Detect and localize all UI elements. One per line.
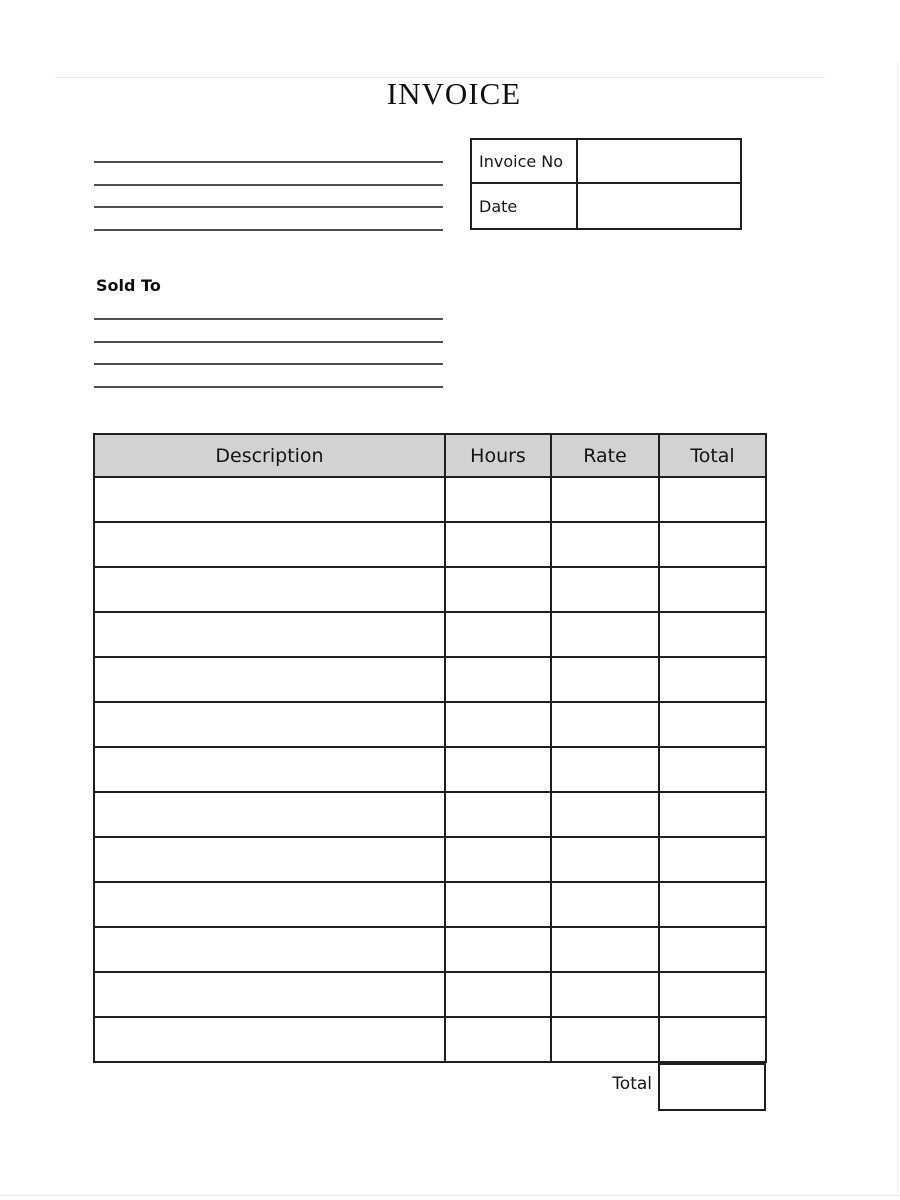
- line-items-table: [93, 433, 767, 1063]
- item-cell: [659, 702, 766, 747]
- table-row: [94, 522, 766, 567]
- table-row: [94, 477, 766, 522]
- item-cell: [94, 522, 445, 567]
- blank-line: [94, 363, 443, 365]
- table-row: [94, 792, 766, 837]
- item-cell: [659, 927, 766, 972]
- date-value: [578, 184, 740, 228]
- table-row: [94, 927, 766, 972]
- item-cell: [445, 522, 551, 567]
- invoice-no-value: [578, 140, 740, 184]
- total-value-box: [658, 1063, 766, 1111]
- item-cell: [445, 972, 551, 1017]
- item-cell: [551, 747, 659, 792]
- item-cell: [659, 792, 766, 837]
- column-header-total: Total: [659, 434, 766, 477]
- item-cell: [551, 927, 659, 972]
- item-cell: [551, 702, 659, 747]
- item-cell: [445, 927, 551, 972]
- item-cell: [445, 792, 551, 837]
- page-edge-right: [897, 62, 898, 1195]
- item-cell: [94, 927, 445, 972]
- item-cell: [659, 567, 766, 612]
- item-cell: [94, 702, 445, 747]
- item-cell: [551, 972, 659, 1017]
- item-cell: [659, 1017, 766, 1062]
- item-cell: [551, 477, 659, 522]
- item-cell: [445, 1017, 551, 1062]
- total-label: Total: [612, 1074, 652, 1094]
- item-cell: [94, 882, 445, 927]
- item-cell: [445, 657, 551, 702]
- column-header-description: Description: [94, 434, 445, 477]
- table-row: [94, 567, 766, 612]
- blank-line: [94, 161, 443, 163]
- item-cell: [94, 1017, 445, 1062]
- item-cell: [659, 837, 766, 882]
- item-cell: [551, 792, 659, 837]
- item-cell: [94, 972, 445, 1017]
- item-cell: [551, 612, 659, 657]
- date-label: Date: [472, 184, 578, 228]
- column-header-hours: Hours: [445, 434, 551, 477]
- item-cell: [659, 477, 766, 522]
- table-row: [94, 747, 766, 792]
- item-cell: [94, 612, 445, 657]
- item-cell: [551, 657, 659, 702]
- item-cell: [94, 837, 445, 882]
- invoice-no-label: Invoice No: [472, 140, 578, 184]
- item-cell: [445, 477, 551, 522]
- item-cell: [551, 882, 659, 927]
- item-cell: [659, 522, 766, 567]
- item-cell: [445, 837, 551, 882]
- item-cell: [94, 792, 445, 837]
- item-cell: [659, 747, 766, 792]
- item-cell: [94, 657, 445, 702]
- blank-line: [94, 318, 443, 320]
- table-row: [94, 657, 766, 702]
- item-cell: [551, 837, 659, 882]
- page-edge-bottom: [0, 1195, 900, 1196]
- item-cell: [659, 612, 766, 657]
- table-row: [94, 972, 766, 1017]
- column-header-rate: Rate: [551, 434, 659, 477]
- table-row: [94, 882, 766, 927]
- item-cell: [94, 747, 445, 792]
- item-cell: [445, 747, 551, 792]
- item-cell: [659, 657, 766, 702]
- invoice-info-box: [470, 138, 742, 230]
- item-cell: [659, 882, 766, 927]
- item-cell: [445, 882, 551, 927]
- blank-line: [94, 341, 443, 343]
- item-cell: [551, 522, 659, 567]
- item-cell: [445, 702, 551, 747]
- item-cell: [94, 477, 445, 522]
- blank-line: [94, 229, 443, 231]
- table-row: [94, 702, 766, 747]
- page-title: INVOICE: [386, 76, 522, 111]
- item-cell: [551, 1017, 659, 1062]
- item-cell: [659, 972, 766, 1017]
- blank-line: [94, 386, 443, 388]
- item-cell: [94, 567, 445, 612]
- table-header-row: [94, 434, 766, 477]
- table-row: [94, 612, 766, 657]
- item-cell: [551, 567, 659, 612]
- table-row: [94, 837, 766, 882]
- table-row: [94, 1017, 766, 1062]
- blank-line: [94, 206, 443, 208]
- item-cell: [445, 612, 551, 657]
- item-cell: [445, 567, 551, 612]
- sold-to-heading: Sold To: [96, 276, 161, 295]
- blank-line: [94, 184, 443, 186]
